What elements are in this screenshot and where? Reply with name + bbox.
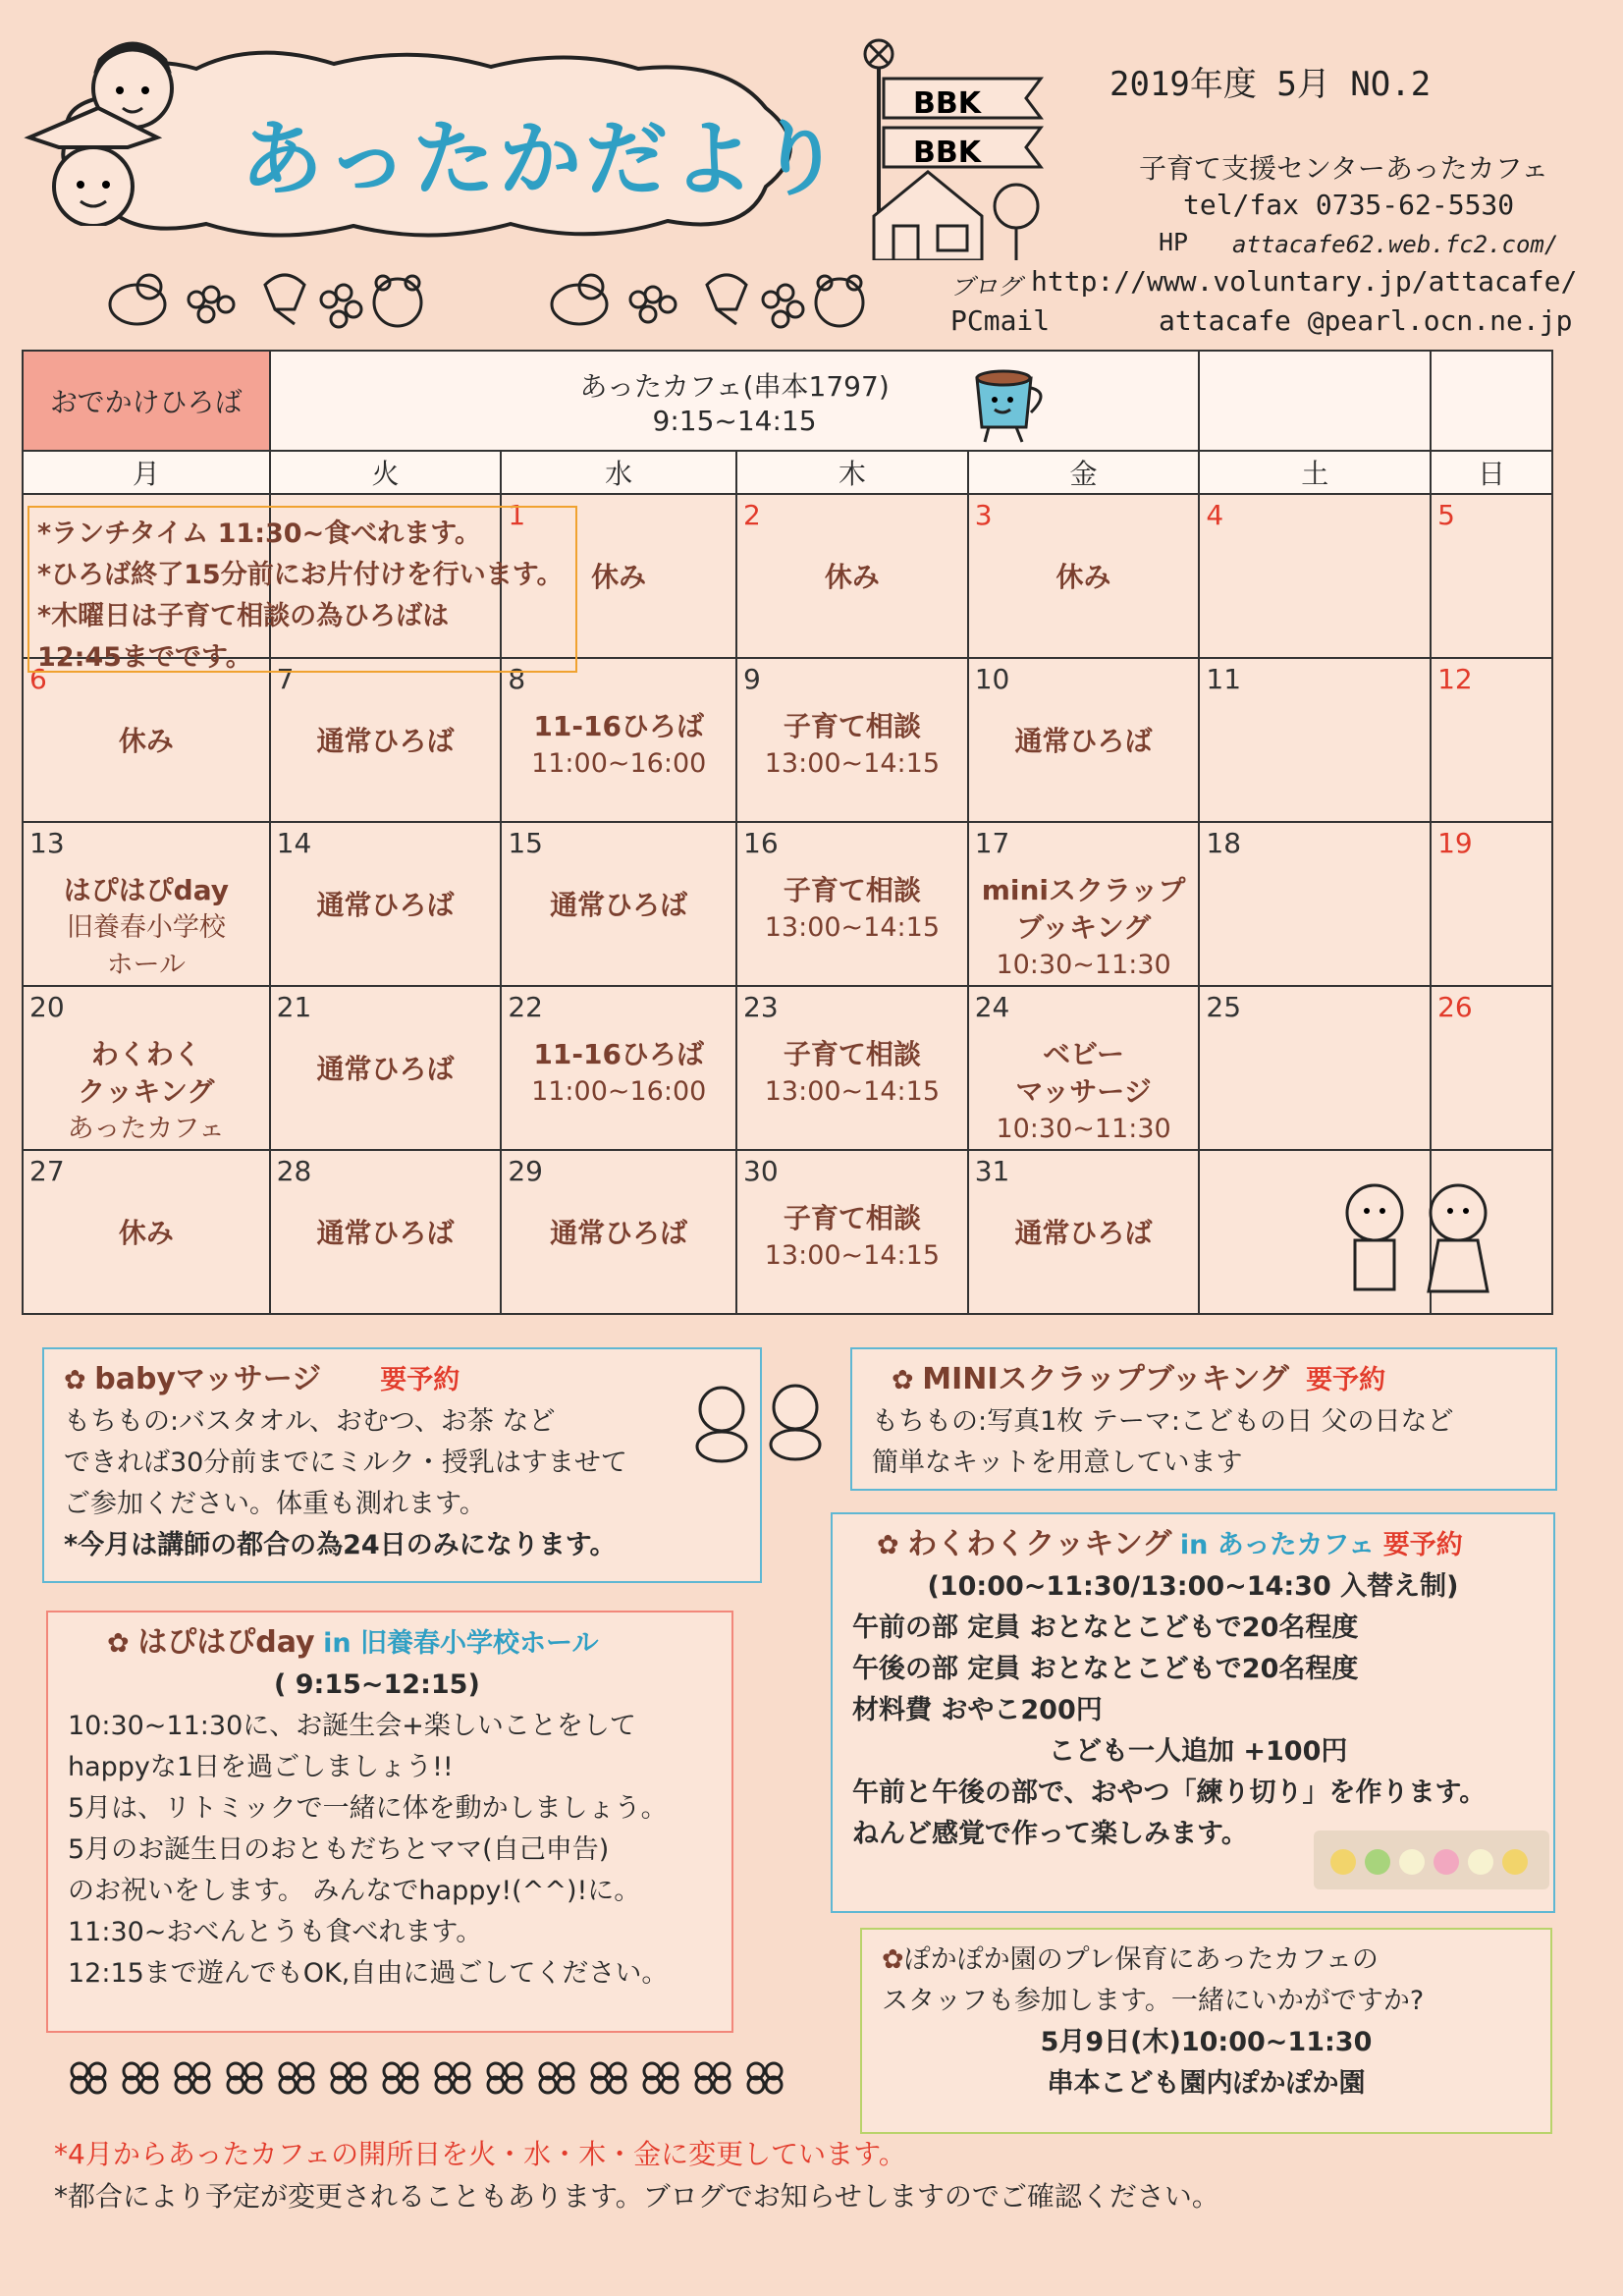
weekday-header-row xyxy=(23,451,1552,494)
tel-fax: tel/fax 0735-62-5530 xyxy=(1183,189,1515,221)
day-number: 20 xyxy=(29,991,65,1023)
event-title-line2: ブッキング xyxy=(1015,911,1152,944)
day-number: 27 xyxy=(29,1155,65,1187)
flower-icon: ✿ xyxy=(892,1365,914,1395)
may-calendar xyxy=(22,350,1553,1315)
day-number: 25 xyxy=(1206,991,1242,1023)
calendar-day-cell xyxy=(736,1150,968,1314)
day-number: 6 xyxy=(29,663,47,695)
calendar-day-cell xyxy=(23,1150,270,1314)
happy-line: 11:30~おべんとうも食べれます。 xyxy=(68,1917,483,1947)
babies-illustration xyxy=(687,1380,835,1463)
mini-scrapbooking-box xyxy=(850,1347,1557,1491)
pokapoka-line: ぽかぽか園のプレ保育にあったカフェの xyxy=(903,1944,1379,1975)
event-title: 通常ひろば xyxy=(1014,725,1153,757)
day-number: 8 xyxy=(508,663,526,695)
day-event xyxy=(271,1051,501,1088)
flower-doodle xyxy=(696,2063,730,2093)
hp-url[interactable]: attacafe62.web.fc2.com/ xyxy=(1232,231,1559,258)
flower-doodle xyxy=(332,2063,365,2093)
event-title: 子育て相談 xyxy=(783,710,921,742)
pokapoka-place: 串本こども園内ぽかぽか園 xyxy=(1047,2068,1366,2099)
event-detail: 13:00~14:15 xyxy=(764,1240,940,1271)
pokapoka-date: 5月9日(木)10:00~11:30 xyxy=(1040,2027,1373,2057)
flower-doodle xyxy=(748,2063,782,2093)
day-event xyxy=(502,887,735,924)
flower-doodle xyxy=(176,2063,209,2093)
calendar-day-cell xyxy=(270,822,502,986)
day-number: 23 xyxy=(743,991,779,1023)
event-title-line2: クッキング xyxy=(78,1075,215,1108)
flower-doodle xyxy=(436,2063,469,2093)
day-number: 19 xyxy=(1437,827,1473,859)
day-number: 9 xyxy=(743,663,761,695)
cooking-location: in あったカフェ xyxy=(1179,1530,1376,1560)
event-title: 通常ひろば xyxy=(316,1217,455,1249)
calendar-day-cell xyxy=(23,822,270,986)
day-number: 4 xyxy=(1206,499,1224,531)
day-event xyxy=(969,1036,1199,1148)
event-title: 休み xyxy=(591,561,647,593)
happy-line: 5月のお誕生日のおともだちとママ(自己申告) xyxy=(68,1834,610,1865)
koinobori-house-illustration xyxy=(854,34,1051,260)
day-number: 14 xyxy=(276,827,312,859)
calendar-day-cell xyxy=(1431,822,1552,986)
day-number: 16 xyxy=(743,827,779,859)
calendar-day-cell xyxy=(501,986,736,1150)
event-title: 休み xyxy=(824,561,880,593)
day-event xyxy=(737,1200,967,1275)
calendar-day-cell xyxy=(1431,494,1552,658)
day-number: 22 xyxy=(508,991,543,1023)
calendar-day-cell xyxy=(736,986,968,1150)
day-number: 5 xyxy=(1437,499,1455,531)
happy-line: happyな1日を過ごしましょう!! xyxy=(68,1752,454,1782)
event-title: 通常ひろば xyxy=(316,889,455,921)
calendar-day-cell xyxy=(736,822,968,986)
day-event xyxy=(969,723,1199,760)
day-number: 3 xyxy=(974,499,993,531)
pcmail-label: PCmail xyxy=(950,304,1051,337)
cafe-hours: 9:15~14:15 xyxy=(652,404,817,437)
calendar-day-cell xyxy=(1199,822,1431,986)
blog-url[interactable]: http://www.voluntary.jp/attacafe/ xyxy=(1031,265,1578,298)
event-title: 子育て相談 xyxy=(783,874,921,906)
event-title: miniスクラップ xyxy=(981,874,1186,906)
happy-line: 12:15まで遊んでもOK,自由に過ごしてください。 xyxy=(68,1958,669,1989)
calendar-day-cell xyxy=(968,494,1200,658)
note-line: *ひろば終了15分前にお片付けを行います。 xyxy=(37,560,564,590)
day-number: 31 xyxy=(974,1155,1010,1187)
note-line: 12:45までです。 xyxy=(37,642,252,673)
event-detail-line2: ホール xyxy=(106,950,187,980)
calendar-day-cell xyxy=(1431,658,1552,822)
calendar-day-cell xyxy=(23,658,270,822)
event-title: 休み xyxy=(118,1217,174,1249)
flower-doodle xyxy=(540,2063,573,2093)
flower-doodle xyxy=(384,2063,417,2093)
org-name: 子育て支援センターあったカフェ xyxy=(1139,152,1549,185)
day-event xyxy=(737,559,967,596)
day-event xyxy=(502,1036,735,1111)
event-detail: 10:30~11:30 xyxy=(996,1114,1171,1144)
event-title: ベビー xyxy=(1043,1038,1124,1070)
day-event xyxy=(271,887,501,924)
svg-text:BBK: BBK xyxy=(913,86,981,121)
day-number: 28 xyxy=(276,1155,312,1187)
calendar-day-cell xyxy=(501,1150,736,1314)
calendar-day-cell xyxy=(270,1150,502,1314)
event-detail: 10:30~11:30 xyxy=(996,950,1171,980)
calendar-day-cell xyxy=(1431,986,1552,1150)
event-detail: 13:00~14:15 xyxy=(764,1076,940,1107)
mini-line: 簡単なキットを用意しています xyxy=(872,1448,1243,1478)
baby-massage-box xyxy=(42,1347,762,1583)
event-detail: 13:00~14:15 xyxy=(764,912,940,943)
calendar-day-cell xyxy=(270,986,502,1150)
two-kids-illustration xyxy=(1321,1178,1517,1311)
footer-note-schedule-change: *4月からあったカフェの開所日を火・水・木・金に変更しています。 xyxy=(54,2138,906,2170)
weekday-header: 金 xyxy=(968,451,1200,494)
weekday-header: 水 xyxy=(501,451,736,494)
event-title: 11-16ひろば xyxy=(533,1038,704,1070)
day-event xyxy=(271,723,501,760)
mini-title: MINIスクラップブッキング xyxy=(922,1362,1289,1396)
day-event xyxy=(737,708,967,783)
cooking-line: こども一人追加 +100円 xyxy=(1049,1736,1348,1767)
kabuto-kids-illustration xyxy=(20,29,187,226)
calendar-day-cell xyxy=(501,658,736,822)
cooking-line: 午前の部 定員 おとなとこどもで20名程度 xyxy=(852,1613,1359,1643)
event-title: 休み xyxy=(1055,561,1111,593)
flower-doodle xyxy=(592,2063,625,2093)
day-event xyxy=(502,1215,735,1252)
day-number: 30 xyxy=(743,1155,779,1187)
reservation-required-badge: 要予約 xyxy=(380,1365,460,1395)
day-event xyxy=(969,872,1199,984)
calendar-week-row xyxy=(23,658,1552,822)
newsletter-title: あったかだより xyxy=(241,111,845,207)
day-event xyxy=(24,723,269,760)
flower-doodle xyxy=(644,2063,677,2093)
pokapoka-line: スタッフも参加します。一緒にいかがですか? xyxy=(882,1986,1425,2016)
pcmail-address[interactable]: attacafe @pearl.ocn.ne.jp xyxy=(1159,304,1573,337)
baby-line: *今月は講師の都合の為24日のみになります。 xyxy=(64,1530,617,1560)
note-line: *木曜日は子育て相談の為ひろばは xyxy=(37,601,450,631)
empty-cell xyxy=(1199,351,1431,451)
event-title: 子育て相談 xyxy=(783,1202,921,1234)
event-title: 子育て相談 xyxy=(783,1038,921,1070)
calendar-day-cell xyxy=(1199,986,1431,1150)
day-event xyxy=(24,1215,269,1252)
calendar-day-cell xyxy=(968,658,1200,822)
day-number: 12 xyxy=(1437,663,1473,695)
calendar-day-cell xyxy=(736,658,968,822)
baby-massage-title: babyマッサージ xyxy=(94,1362,322,1396)
note-line: *ランチタイム 11:30~食べれます。 xyxy=(37,519,482,549)
calendar-day-cell xyxy=(1199,494,1431,658)
calendar-day-cell xyxy=(23,986,270,1150)
blog-label: ブログ xyxy=(950,273,1021,301)
day-event xyxy=(737,872,967,947)
calendar-day-cell xyxy=(968,986,1200,1150)
calendar-day-cell xyxy=(1199,658,1431,822)
day-number: 18 xyxy=(1206,827,1242,859)
event-detail: 11:00~16:00 xyxy=(531,1076,707,1107)
cafe-info xyxy=(270,351,1200,451)
empty-cell xyxy=(1431,351,1552,451)
event-title: 通常ひろば xyxy=(316,1053,455,1085)
day-number: 1 xyxy=(508,499,526,531)
mini-line: もちもの:写真1枚 テーマ:こどもの日 父の日など xyxy=(872,1406,1454,1437)
event-title: 通常ひろば xyxy=(550,1217,688,1249)
flower-doodle xyxy=(124,2063,157,2093)
day-event xyxy=(969,559,1199,596)
event-detail: 旧養春小学校 xyxy=(66,912,226,943)
happy-day-box xyxy=(46,1611,733,2033)
issue-label: 2019年度 5月 NO.2 xyxy=(1109,65,1432,104)
flower-icon: ✿ xyxy=(64,1365,86,1395)
hp-label: HP xyxy=(1159,228,1189,256)
weekday-header: 土 xyxy=(1199,451,1431,494)
event-detail: 11:00~16:00 xyxy=(531,748,707,779)
day-number: 13 xyxy=(29,827,65,859)
day-number: 15 xyxy=(508,827,543,859)
happy-day-title: はぴはぴday xyxy=(137,1625,315,1660)
footer-note-blog: *都合により予定が変更されることもあります。ブログでお知らせしますのでご確認ください。 xyxy=(54,2180,1219,2213)
decorative-doodle-row xyxy=(98,265,884,334)
day-event xyxy=(502,708,735,783)
event-title: 通常ひろば xyxy=(1014,1217,1153,1249)
cooking-line: 午前と午後の部で、おやつ「練り切り」を作ります。 xyxy=(852,1777,1487,1808)
event-title: 通常ひろば xyxy=(316,725,455,757)
day-event xyxy=(737,1036,967,1111)
cooking-line: 材料費 おやこ200円 xyxy=(852,1695,1103,1725)
flower-icon: ✿ xyxy=(107,1628,130,1659)
flower-doodle-row xyxy=(64,2048,820,2116)
flower-doodle xyxy=(280,2063,313,2093)
day-number: 2 xyxy=(743,499,761,531)
svg-text:BBK: BBK xyxy=(913,136,981,170)
event-title-line2: マッサージ xyxy=(1015,1075,1152,1108)
weekday-header: 月 xyxy=(23,451,270,494)
happy-day-location: in 旧養春小学校ホール xyxy=(323,1628,599,1659)
day-number: 29 xyxy=(508,1155,543,1187)
odekake-hiroba-label: おでかけひろば xyxy=(23,351,270,451)
day-event xyxy=(24,872,269,984)
weekday-header: 木 xyxy=(736,451,968,494)
reservation-required-badge: 要予約 xyxy=(1306,1365,1386,1395)
calendar-day-cell xyxy=(270,658,502,822)
event-title: わくわく xyxy=(90,1038,201,1070)
baby-line: ご参加ください。体重も測れます。 xyxy=(64,1489,486,1519)
cooking-line: ねんど感覚で作って楽しみます。 xyxy=(852,1819,1248,1849)
day-number: 21 xyxy=(276,991,312,1023)
day-number: 24 xyxy=(974,991,1010,1023)
event-title: 通常ひろば xyxy=(550,889,688,921)
day-number: 26 xyxy=(1437,991,1473,1023)
calendar-week-row xyxy=(23,822,1552,986)
day-event xyxy=(969,1215,1199,1252)
reservation-required-badge: 要予約 xyxy=(1382,1530,1463,1560)
cooking-line: 午後の部 定員 おとなとこどもで20名程度 xyxy=(852,1654,1359,1684)
event-title: 11-16ひろば xyxy=(533,710,704,742)
happy-line: 10:30~11:30に、お誕生会+楽しいことをして xyxy=(68,1711,636,1741)
flower-doodle xyxy=(228,2063,261,2093)
calendar-week-row xyxy=(23,986,1552,1150)
cafe-location: あったカフェ(串本1797) xyxy=(579,369,890,403)
cooking-title: わくわくクッキング xyxy=(907,1527,1172,1561)
weekday-header: 火 xyxy=(270,451,502,494)
day-event xyxy=(271,1215,501,1252)
event-detail: 13:00~14:15 xyxy=(764,748,940,779)
calendar-day-cell xyxy=(968,1150,1200,1314)
weekday-header: 日 xyxy=(1431,451,1552,494)
calendar-notes xyxy=(27,506,577,673)
baby-line: もちもの:バスタオル、おむつ、お茶 など xyxy=(64,1406,556,1437)
happy-day-time: ( 9:15~12:15) xyxy=(274,1669,480,1700)
calendar-day-cell xyxy=(968,822,1200,986)
flower-doodle xyxy=(72,2063,105,2093)
happy-line: のお祝いをします。 みんなでhappy!(^^)!に。 xyxy=(68,1876,641,1906)
coffee-cup-mascot xyxy=(967,358,1055,447)
event-title: 休み xyxy=(118,725,174,757)
day-number: 11 xyxy=(1206,663,1242,695)
day-number: 10 xyxy=(974,663,1010,695)
pokapoka-box xyxy=(860,1928,1552,2134)
calendar-day-cell xyxy=(501,822,736,986)
nerikiri-sweets-photo xyxy=(1314,1831,1549,1889)
baby-line: できれば30分前までにミルク・授乳はすませて xyxy=(64,1448,627,1478)
calendar-day-cell xyxy=(736,494,968,658)
event-title: はぴはぴday xyxy=(63,874,229,906)
cooking-line: (10:00~11:30/13:00~14:30 入替え制) xyxy=(927,1571,1459,1602)
flower-icon: ✿ xyxy=(877,1530,899,1560)
flower-doodle xyxy=(488,2063,521,2093)
day-number: 7 xyxy=(276,663,295,695)
day-event xyxy=(24,1036,269,1148)
day-number: 17 xyxy=(974,827,1010,859)
event-detail: あったカフェ xyxy=(67,1114,226,1144)
happy-line: 5月は、リトミックで一緒に体を動かしましょう。 xyxy=(68,1793,668,1824)
flower-icon: ✿ xyxy=(882,1944,904,1975)
